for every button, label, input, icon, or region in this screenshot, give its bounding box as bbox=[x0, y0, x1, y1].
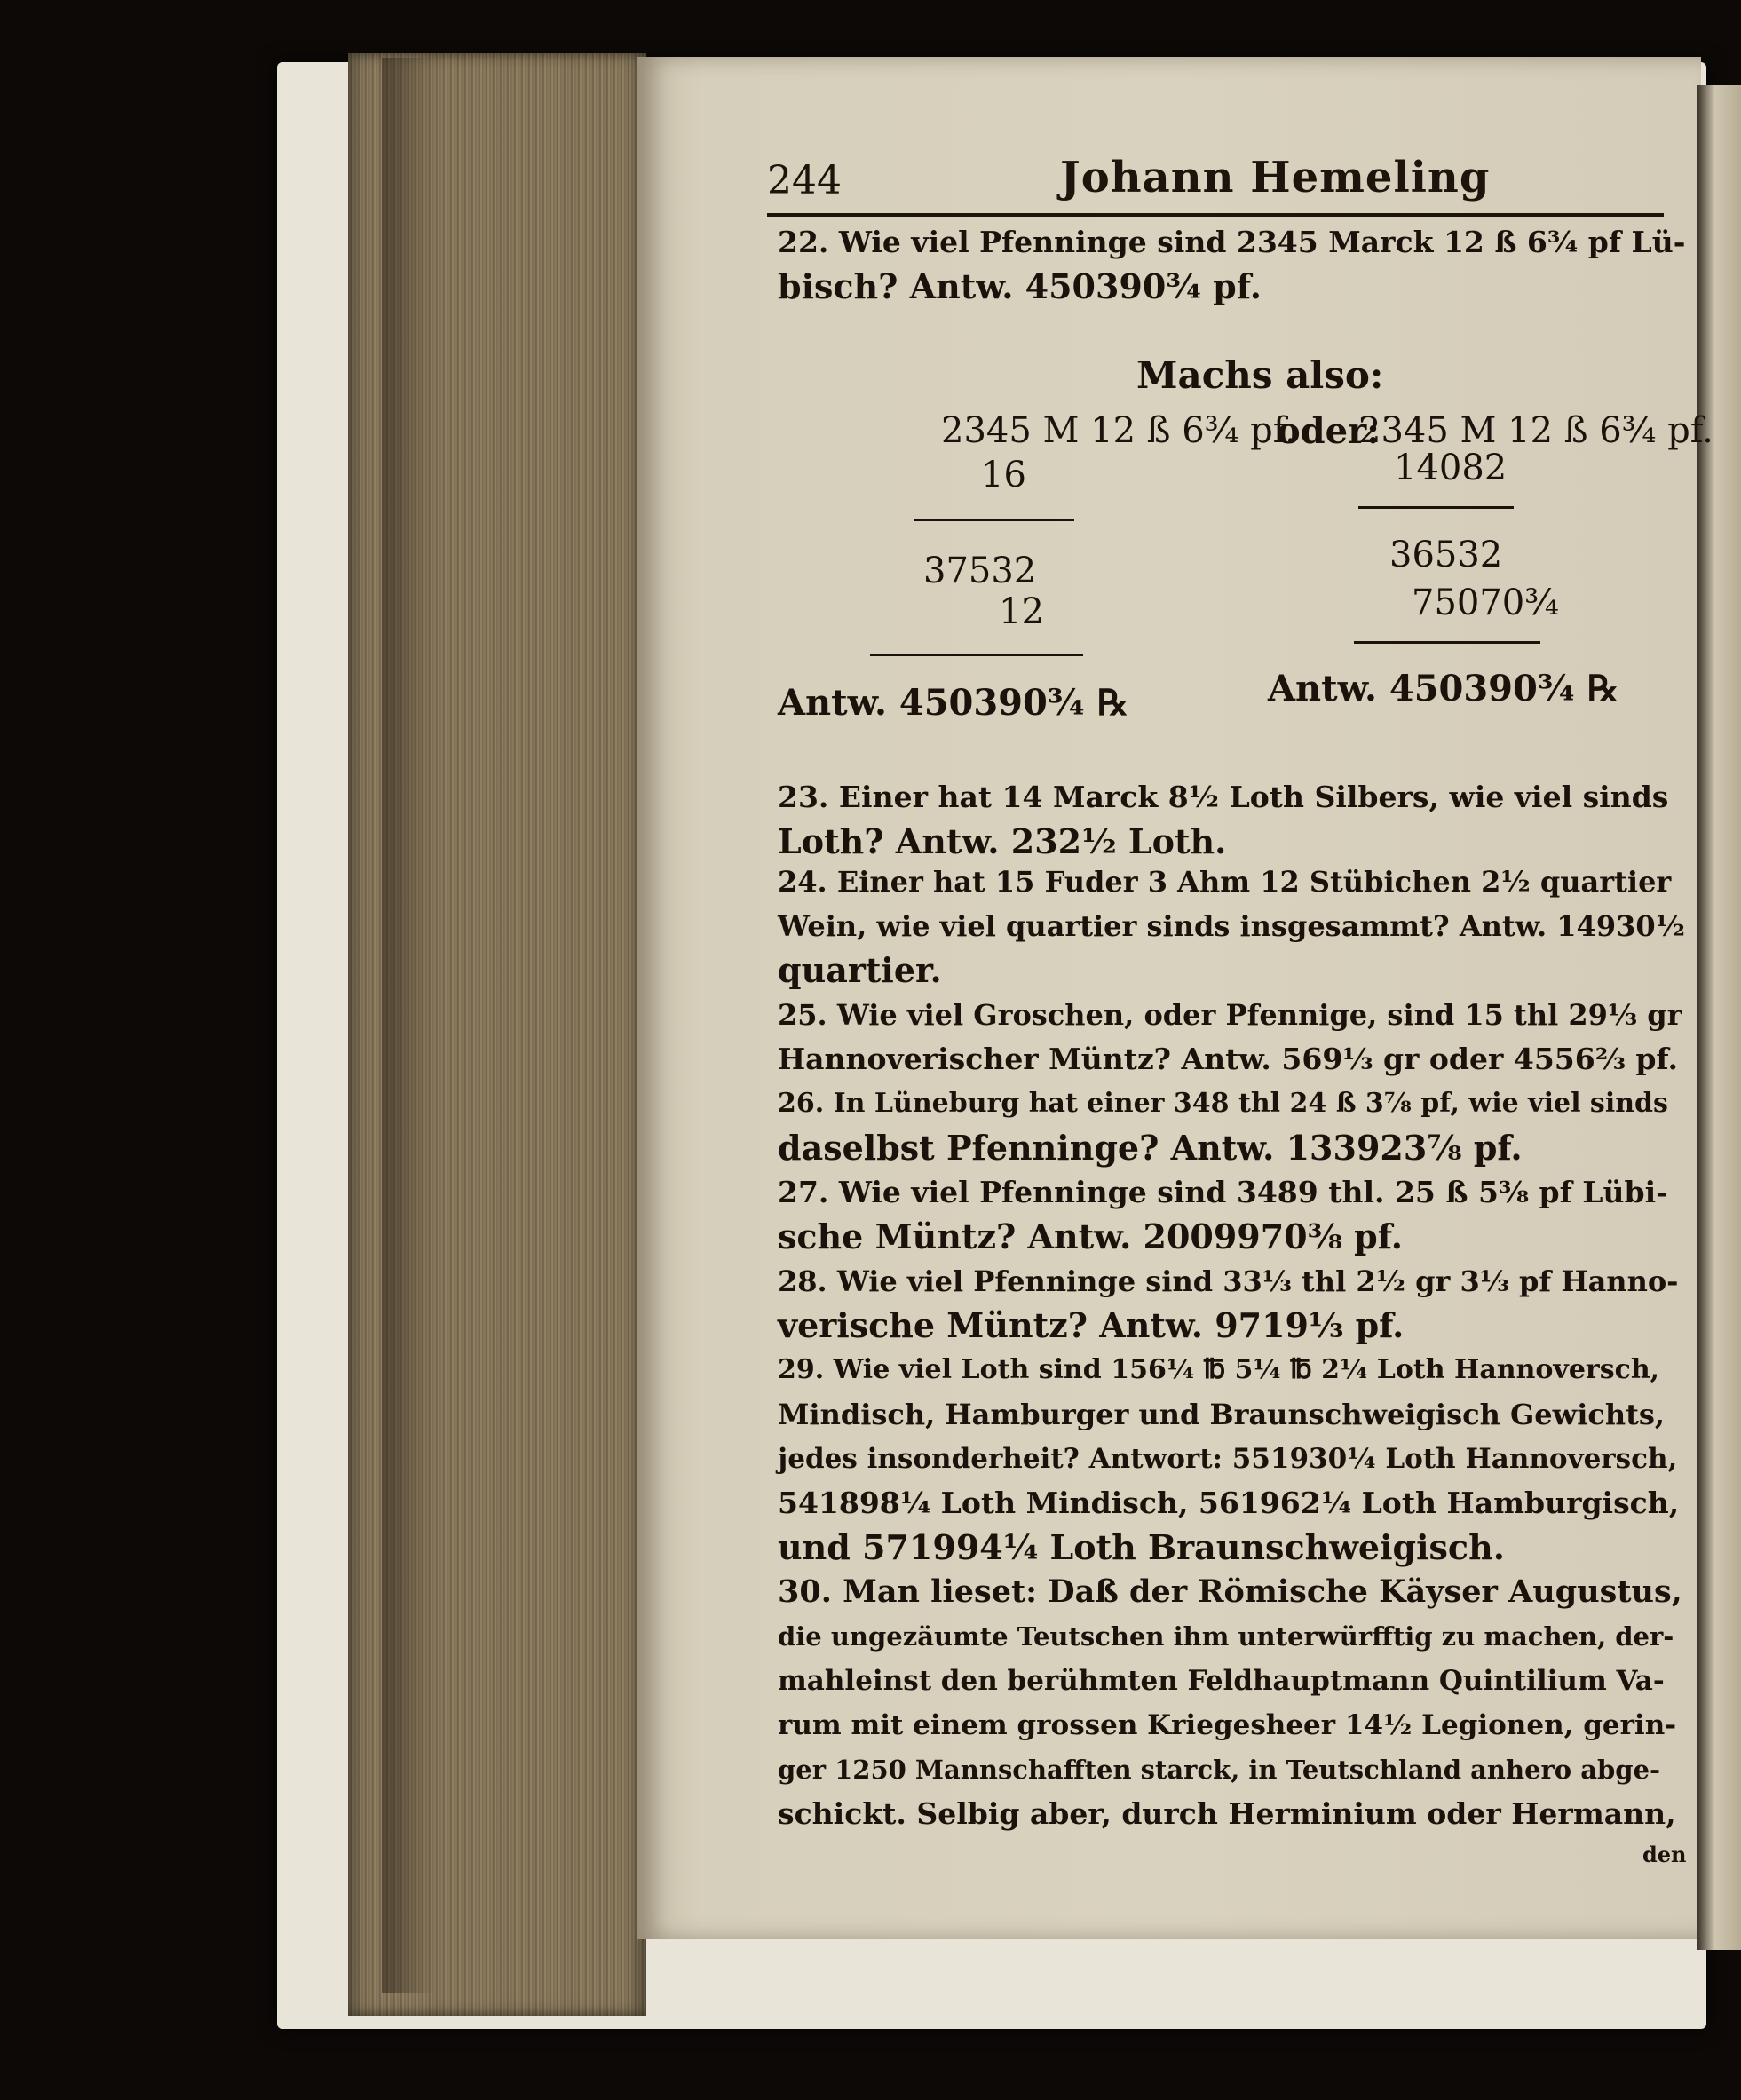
problem-line-8: 26. In Lüneburg hat einer 348 thl 24 ß 3⅞ pf, wie viel sinds bbox=[778, 1088, 1668, 1119]
problem-line-20: die ungezäumte Teutschen ihm unterwürfftig zu machen, der- bbox=[778, 1621, 1674, 1652]
problem-line-10: 27. Wie viel Pfenninge sind 3489 thl. 25 ß 5⅜ pf Lübi- bbox=[778, 1175, 1668, 1209]
calc-right-answer: Antw. 450390¾ ℞ bbox=[1268, 668, 1619, 709]
calculation-heading: Machs also: bbox=[1136, 353, 1384, 397]
problem-line-3: 24. Einer hat 15 Fuder 3 Ahm 12 Stübichen 2½ quartier bbox=[778, 865, 1672, 899]
problem-line-13: verische Müntz? Antw. 9719⅓ pf. bbox=[778, 1305, 1405, 1345]
problem-line-17: 541898¼ Loth Mindisch, 561962¼ Loth Hamburgisch, bbox=[778, 1486, 1680, 1520]
calc-left-multiplier-2: 12 bbox=[999, 591, 1044, 632]
running-head-rule bbox=[767, 213, 1664, 217]
calc-right-start: 2345 M 12 ß 6¾ pf. bbox=[1358, 410, 1713, 451]
problem-22-line-2: bisch? Antw. 450390¾ pf. bbox=[778, 266, 1262, 306]
calc-left-result: 37532 bbox=[923, 551, 1037, 591]
calc-or-label: oder: bbox=[1277, 410, 1380, 452]
calc-right-result: 36532 bbox=[1389, 535, 1503, 575]
page-number: 244 bbox=[767, 158, 842, 203]
problem-line-11: sche Müntz? Antw. 2009970⅜ pf. bbox=[778, 1216, 1403, 1256]
calc-right-rule-2 bbox=[1354, 641, 1540, 644]
problem-line-23: ger 1250 Mannschafften starck, in Teutschland anhero abge- bbox=[778, 1755, 1661, 1785]
catchword: den bbox=[1642, 1842, 1687, 1867]
calc-right-rule-1 bbox=[1358, 506, 1514, 509]
problem-line-9: daselbst Pfenninge? Antw. 133923⅞ pf. bbox=[778, 1128, 1523, 1168]
problem-22-line-1: 22. Wie viel Pfenninge sind 2345 Marck 12 ß 6¾ pf Lü- bbox=[778, 225, 1686, 259]
calc-left-rule-1 bbox=[914, 519, 1074, 521]
page-edge-shadow bbox=[382, 58, 435, 1993]
facing-page-gutter bbox=[1697, 85, 1741, 1950]
running-head-title: Johann Hemeling bbox=[1060, 153, 1491, 202]
problem-line-5: quartier. bbox=[778, 950, 942, 990]
calc-left-rule-2 bbox=[870, 654, 1083, 656]
problem-line-19: 30. Man lieset: Daß der Römische Käyser Augustus, bbox=[778, 1573, 1682, 1610]
problem-line-1: 23. Einer hat 14 Marck 8½ Loth Silbers, wie viel sinds bbox=[778, 780, 1669, 814]
problem-line-18: und 571994¼ Loth Braunschweigisch. bbox=[778, 1527, 1505, 1567]
problem-line-4: Wein, wie viel quartier sinds insgesammt? Antw. 14930½ bbox=[778, 909, 1685, 943]
calc-left-multiplier: 16 bbox=[981, 455, 1026, 495]
problem-line-6: 25. Wie viel Groschen, oder Pfennige, sind 15 thl 29⅓ gr bbox=[778, 998, 1682, 1032]
calc-left-start: 2345 M 12 ß 6¾ pf. bbox=[941, 410, 1296, 451]
problem-line-21: mahleinst den berühmten Feldhauptmann Quintilium Va- bbox=[778, 1665, 1665, 1697]
problem-line-14: 29. Wie viel Loth sind 156¼ ℔ 5¼ ℔ 2¼ Loth Hannoversch, bbox=[778, 1354, 1660, 1385]
problem-line-22: rum mit einem grossen Kriegesheer 14½ Legionen, gerin- bbox=[778, 1709, 1677, 1741]
problem-line-2: Loth? Antw. 232½ Loth. bbox=[778, 821, 1227, 861]
running-head bbox=[767, 149, 1673, 211]
calc-left-answer: Antw. 450390¾ ℞ bbox=[778, 682, 1129, 724]
problem-line-15: Mindisch, Hamburger und Braunschweigisch Gewichts, bbox=[778, 1398, 1666, 1431]
calc-right-multiplier: 14082 bbox=[1394, 448, 1508, 488]
problem-line-7: Hannoverischer Müntz? Antw. 569⅓ gr oder 4556⅔ pf. bbox=[778, 1042, 1678, 1076]
problem-line-12: 28. Wie viel Pfenninge sind 33⅓ thl 2½ gr 3⅓ pf Hanno- bbox=[778, 1264, 1679, 1298]
problem-line-16: jedes insonderheit? Antwort: 551930¼ Loth Hannoversch, bbox=[778, 1443, 1678, 1475]
calc-right-result-2: 75070¾ bbox=[1412, 582, 1560, 623]
problem-line-24: schickt. Selbig aber, durch Herminium oder Hermann, bbox=[778, 1796, 1676, 1831]
